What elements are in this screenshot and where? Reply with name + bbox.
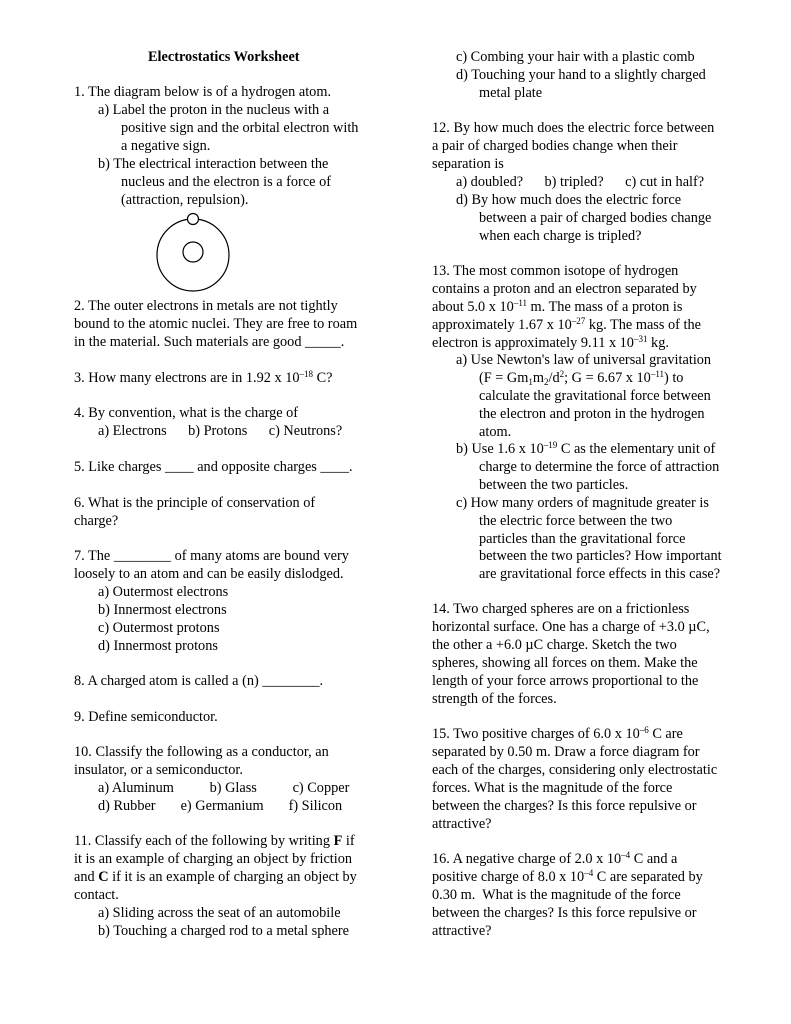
q1-line6: nucleus and the electron is a force of — [121, 174, 331, 190]
q13-c-line1: c) How many orders of magnitude greater is — [456, 495, 709, 511]
q12-line2: a pair of charged bodies change when their — [432, 138, 678, 154]
q13-c-line4: between the two particles? How important — [479, 548, 722, 564]
q13-a-line5: atom. — [479, 424, 512, 440]
q11-line3: and C if it is an example of charging an object by — [74, 869, 357, 885]
q14-line6: strength of the forces. — [432, 691, 557, 707]
q7-line2: loosely to an atom and can be easily dislodged. — [74, 566, 344, 582]
q14-line2: horizontal surface. One has a charge of +3.0 µC, — [432, 619, 710, 635]
q6-line2: charge? — [74, 513, 119, 529]
q2-line3: in the material. Such materials are good _____. — [74, 334, 345, 350]
q15-line1: 15. Two positive charges of 6.0 x $10^{-6}$ C are — [432, 725, 683, 742]
q11-line1: 11. Classify each of the following by writing F if — [74, 833, 355, 849]
q13-line1: 13. The most common isotope of hydrogen — [432, 263, 679, 279]
q4-options: a) Electrons b) Protons c) Neutrons? — [98, 423, 343, 439]
q8-line1: 8. A charged atom is called a (n) ________. — [74, 673, 324, 689]
q12-line1: 12. By how much does the electric force between — [432, 120, 715, 136]
q1-line2: a) Label the proton in the nucleus with a — [98, 102, 330, 118]
q2-line1: 2. The outer electrons in metals are not tightly — [74, 298, 338, 314]
q14-line1: 14. Two charged spheres are on a frictionless — [432, 601, 690, 617]
q11-option-d-line1: d) Touching your hand to a slightly charged — [456, 67, 706, 83]
q13-a-line2: ($F = Gm_1m_2/d^2$; G = 6.67 x $10^{-11}$) to — [479, 369, 684, 387]
q10-options-row1: a) Aluminum b) Glass c) Copper — [98, 780, 350, 796]
q11-option-d-line2: metal plate — [479, 85, 543, 101]
q4-line1: 4. By convention, what is the charge of — [74, 405, 299, 421]
q12-option-d-line1: d) By how much does the electric force — [456, 192, 682, 208]
q9-line1: 9. Define semiconductor. — [74, 709, 218, 725]
q16-line3: 0.30 m. What is the magnitude of the force — [432, 887, 681, 903]
q13-c-line5: are gravitational force effects in this case? — [479, 566, 721, 582]
q14-line5: length of your force arrows proportional to the — [432, 673, 699, 689]
q11-line4: contact. — [74, 887, 119, 903]
q12-option-d-line2: between a pair of charged bodies change — [479, 210, 712, 226]
q7-line1: 7. The ________ of many atoms are bound very — [74, 548, 349, 564]
q16-line4: between the charges? Is this force repulsive or — [432, 905, 697, 921]
q15-line6: attractive? — [432, 816, 492, 832]
q15-line5: between the charges? Is this force repulsive or — [432, 798, 697, 814]
q15-line2: separated by 0.50 m. Draw a force diagram for — [432, 744, 700, 760]
q16-line5: attractive? — [432, 923, 492, 939]
q2-line2: bound to the atomic nuclei. They are free to roam — [74, 316, 358, 332]
q16-line1: 16. A negative charge of 2.0 x $10^{-4}$ C and a — [432, 850, 678, 867]
q14-line3: the other a +6.0 µC charge. Sketch the two — [432, 637, 677, 653]
q1-line7: (attraction, repulsion). — [121, 192, 249, 208]
electron — [188, 214, 199, 225]
q7-option-c: c) Outermost protons — [98, 620, 220, 636]
q13-a-line3: calculate the gravitational force between — [479, 388, 711, 404]
q7-option-a: a) Outermost electrons — [98, 584, 229, 600]
q13-b-line3: between the two particles. — [479, 477, 629, 493]
worksheet-title: Electrostatics Worksheet — [148, 49, 300, 65]
q13-b-line2: charge to determine the force of attraction — [479, 459, 720, 475]
q10-options-row2: d) Rubber e) Germanium f) Silicon — [98, 798, 343, 814]
electron-orbit — [157, 219, 229, 291]
q7-option-b: b) Innermost electrons — [98, 602, 227, 618]
q13-c-line3: particles than the gravitational force — [479, 531, 686, 547]
q10-line1: 10. Classify the following as a conductor, an — [74, 744, 329, 760]
q12-options: a) doubled? b) tripled? c) cut in half? — [456, 174, 705, 190]
q1-line4: a negative sign. — [121, 138, 211, 154]
q6-line1: 6. What is the principle of conservation of — [74, 495, 316, 511]
q11-option-b: b) Touching a charged rod to a metal sphere — [98, 923, 349, 939]
hydrogen-atom-diagram — [154, 212, 234, 292]
q13-c-line2: the electric force between the two — [479, 513, 673, 529]
q13-line5: electron is approximately 9.11 x $10^{-31}$ kg. — [432, 334, 669, 351]
q13-a-line4: the electron and proton in the hydrogen — [479, 406, 705, 422]
q13-line4: approximately 1.67 x $10^{-27}$ kg. The mass of the — [432, 316, 701, 333]
q15-line3: each of the charges, considering only electrostatic — [432, 762, 718, 778]
nucleus — [183, 242, 203, 262]
q5-line1: 5. Like charges ____ and opposite charges ____. — [74, 459, 353, 475]
q1-line1: 1. The diagram below is of a hydrogen atom. — [74, 84, 332, 100]
q12-option-d-line3: when each charge is tripled? — [479, 228, 642, 244]
q7-option-d: d) Innermost protons — [98, 638, 218, 654]
q13-a-line1: a) Use Newton's law of universal gravitation — [456, 352, 712, 368]
q3-line1: 3. How many electrons are in 1.92 x $10^{-18}$ C? — [74, 369, 333, 386]
q12-line3: separation is — [432, 156, 504, 172]
q13-line3: about 5.0 x $10^{-11}$ m. The mass of a proton is — [432, 298, 683, 315]
q11-line2: it is an example of charging an object by friction — [74, 851, 353, 867]
q10-line2: insulator, or a semiconductor. — [74, 762, 243, 778]
q14-line4: spheres, showing all forces on them. Make the — [432, 655, 698, 671]
q13-b-line1: b) Use 1.6 x $10^{-19}$ C as the elementary unit of — [456, 440, 716, 457]
q11-option-a: a) Sliding across the seat of an automobile — [98, 905, 341, 921]
q11-option-c: c) Combing your hair with a plastic comb — [456, 49, 695, 65]
q1-line5: b) The electrical interaction between the — [98, 156, 329, 172]
q1-line3: positive sign and the orbital electron with — [121, 120, 359, 136]
q16-line2: positive charge of 8.0 x $10^{-4}$ C are separated by — [432, 868, 703, 885]
q13-line2: contains a proton and an electron separated by — [432, 281, 697, 297]
q15-line4: forces. What is the magnitude of the force — [432, 780, 673, 796]
